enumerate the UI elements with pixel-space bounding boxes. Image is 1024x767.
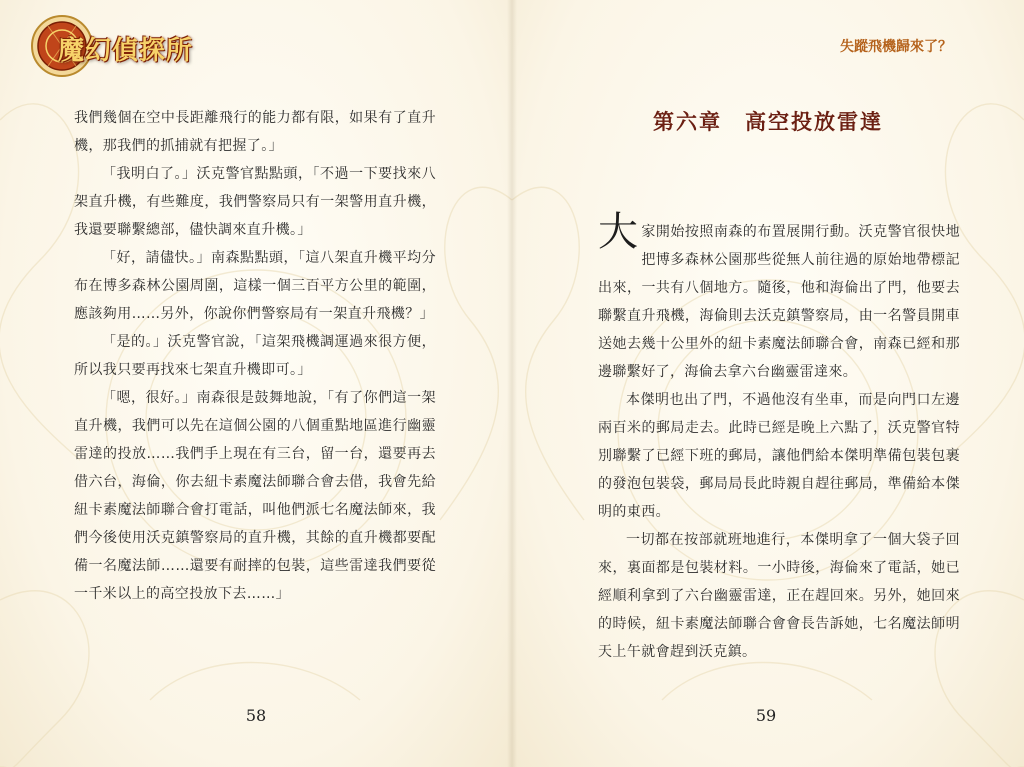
page-number-right: 59 [755, 706, 777, 725]
left-paragraph-5: 「嗯，很好。」南森很是鼓舞地說，「有了你們這一架直升機，我們可以先在這個公園的八個重點地區進行幽靈雷達的投放……我們手上現在有三台，留一台，還要再去借六台，海倫，你去紐卡素魔法師聯合會去借，我會先給紐卡素魔法師聯合會打電話，叫他們派七名魔法師來，我們今後使用沃克鎮警察局的直升機，其餘的直升機都要配備一名魔法師……還要有耐摔的包裝，這些雷達我們要從一千米以上的高空投放下去……」 [74, 390, 436, 602]
left-paragraph-3: 「好，請儘快。」南森點點頭，「這八架直升機平均分布在博多森林公園周圍，這樣一個三百平方公里的範圍，應該夠用……另外，你說你們警察局有一架直升飛機？」 [74, 250, 436, 322]
book-gutter [507, 0, 517, 767]
series-logo [28, 12, 196, 80]
right-page [512, 0, 1024, 767]
left-paragraph-2: 「我明白了。」沃克警官點點頭，「不過一下要找來八架直升機，有些難度，我們警察局只有一架警用直升機，我還要聯繫總部，儘快調來直升機。」 [74, 166, 436, 238]
left-paragraph-4: 「是的。」沃克警官說，「這架飛機調運過來很方便，所以我只要再找來七架直升機即可。」 [74, 334, 436, 378]
logo-title: 魔幻偵探所 [58, 36, 194, 66]
drop-cap: 大 [598, 209, 639, 255]
chapter-title: 第六章 高空投放雷達 [653, 109, 883, 134]
right-paragraph-1-text: 家開始按照南森的布置展開行動。沃克警官很快地把博多森林公園那些從無人前往過的原始地帶標記出來，一共有八個地方。隨後，他和海倫出了門，他要去聯繫直升飛機，海倫則去沃克鎮警察局，由一名警員開車送她去幾十公里外的紐卡素魔法師聯合會，南森已經和那邊聯繫好了，海倫去拿六台幽靈雷達來。 [598, 224, 960, 380]
left-paragraph-1: 我們幾個在空中長距離飛行的能力都有限，如果有了直升機，那我們的抓捕就有把握了。」 [74, 110, 436, 154]
page-number-left: 58 [245, 706, 267, 725]
left-body-text [74, 104, 436, 608]
right-paragraph-1 [598, 209, 960, 386]
right-body-text [598, 209, 960, 666]
running-head: 失蹤飛機歸來了？ [840, 39, 952, 55]
right-paragraph-2: 本傑明也出了門，不過他沒有坐車，而是向門口左邊兩百米的郵局走去。此時已經是晚上六點了，沃克警官特別聯繫了已經下班的郵局，讓他們給本傑明準備包裝包裹的發泡包裝袋，郵局局長此時親自趕往郵局，準備給本傑明的東西。 [598, 392, 960, 520]
right-paragraph-3: 一切都在按部就班地進行，本傑明拿了一個大袋子回來，裏面都是包裝材料。一小時後，海倫來了電話，她已經順利拿到了六台幽靈雷達，正在趕回來。另外，她回來的時候，紐卡素魔法師聯合會會長告訴她，七名魔法師明天上午就會趕到沃克鎮。 [598, 532, 960, 660]
